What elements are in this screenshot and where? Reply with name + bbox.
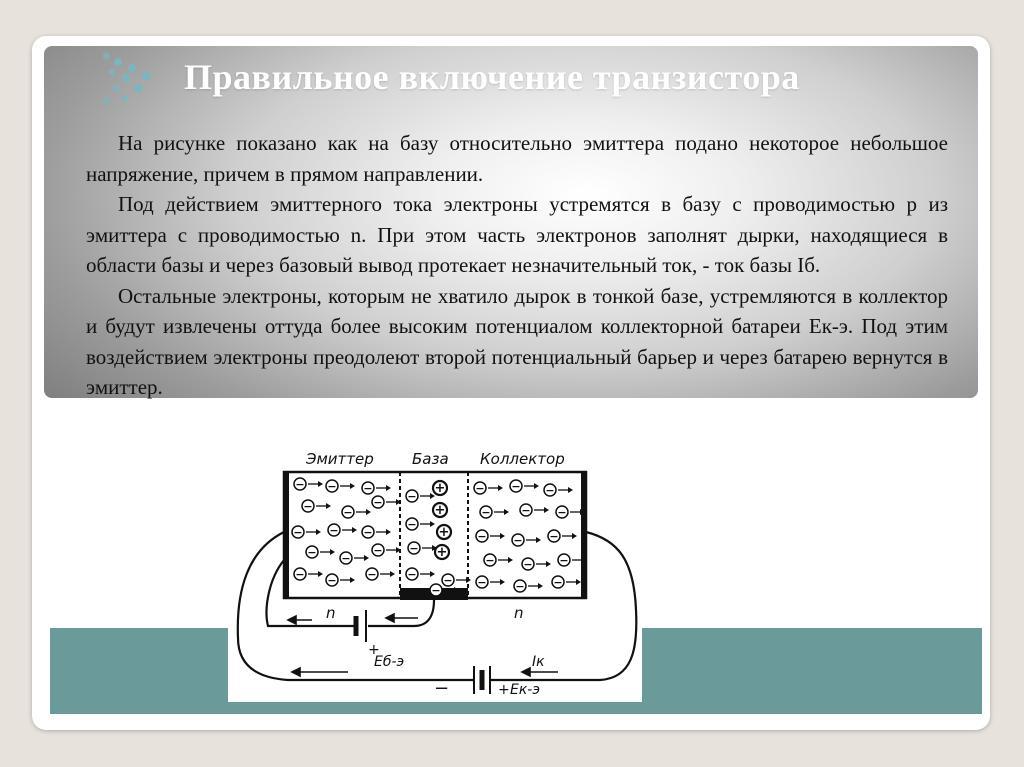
drift-arrowhead <box>504 509 509 515</box>
drift-arrowhead <box>576 579 581 585</box>
electron-sign: − <box>557 506 567 519</box>
drift-arrowhead <box>318 481 323 487</box>
drift-arrowhead <box>316 529 321 535</box>
emitter-label: Эмиттер <box>306 450 374 468</box>
electron-sign: − <box>485 554 495 567</box>
electron-sign: − <box>521 504 531 517</box>
electron-sign: − <box>407 568 417 581</box>
electron-sign: − <box>341 552 351 565</box>
collector-battery-label: Eк-э <box>510 682 541 698</box>
electron-sign: − <box>553 576 563 589</box>
charge-carriers <box>292 478 587 597</box>
electron-sign: − <box>523 558 533 571</box>
base-label: База <box>412 450 449 468</box>
electron-sign: − <box>307 546 317 559</box>
collector-battery-minus: − <box>434 678 450 699</box>
drift-arrowhead <box>500 579 505 585</box>
drift-arrowhead <box>326 503 331 509</box>
electron-sign: − <box>559 554 569 567</box>
hole-sign: + <box>436 545 448 560</box>
transistor-diagram-svg <box>228 440 642 702</box>
electron-sign: − <box>327 480 337 493</box>
base-wire <box>368 600 434 626</box>
electron-sign: − <box>373 544 383 557</box>
electron-sign: − <box>515 580 525 593</box>
drift-arrowhead <box>536 537 541 543</box>
drift-arrowhead <box>498 485 503 491</box>
electron-sign: − <box>511 480 521 493</box>
hole-sign: + <box>434 481 446 496</box>
drift-arrowhead <box>350 483 355 489</box>
electron-sign: − <box>549 530 559 543</box>
base-battery-label: Eб-э <box>374 654 405 670</box>
electron-sign: − <box>513 534 523 547</box>
drift-arrowhead <box>508 557 513 563</box>
paragraph-3: Остальные электроны, которым не хватило дырок в тонкой базе, устремляются в коллектор и будут извлечены оттуда более высоким потенциалом коллекторной батареи Ек-э. Под этим воздействием электроны преодолеют второй потенциальный барьер и через батарею вернутся в эмиттер. <box>86 283 948 399</box>
electron-sign: − <box>545 484 555 497</box>
electron-sign: − <box>409 542 419 555</box>
hole-sign: + <box>438 525 450 540</box>
paragraph-1: На рисунке показано как на базу относительно эмиттера подано некоторое небольшое напряжение, причем в прямом направлении. <box>86 131 948 186</box>
electron-sign: − <box>373 496 383 509</box>
collector-current-label: Iк <box>532 654 545 670</box>
electron-sign: − <box>327 574 337 587</box>
drift-arrowhead <box>430 521 435 527</box>
electron-sign: − <box>329 524 339 537</box>
electron-sign: − <box>477 530 487 543</box>
electron-sign: − <box>475 482 485 495</box>
slide-title: Правильное включение транзистора <box>184 57 800 97</box>
drift-arrowhead <box>546 561 551 567</box>
drift-arrowhead <box>500 533 505 539</box>
drift-arrowhead <box>330 549 335 555</box>
electron-sign: − <box>443 574 453 587</box>
drift-arrowhead <box>318 571 323 577</box>
electron-sign: − <box>295 568 305 581</box>
hole-sign: + <box>434 503 446 518</box>
drift-arrowhead <box>534 483 539 489</box>
drift-arrowhead <box>366 509 371 515</box>
electron-sign: − <box>477 576 487 589</box>
drift-arrowhead <box>572 533 577 539</box>
drift-arrowhead <box>386 529 391 535</box>
drift-arrowhead <box>386 485 391 491</box>
drift-arrowhead <box>390 571 395 577</box>
decorative-dots-icon <box>92 48 162 110</box>
emitter-type-label: n <box>326 604 336 622</box>
electron-sign: − <box>367 568 377 581</box>
drift-arrowhead <box>538 583 543 589</box>
transistor-diagram <box>228 440 642 702</box>
electron-sign: − <box>431 584 441 597</box>
collector-type-label: n <box>514 604 524 622</box>
drift-arrowhead <box>350 577 355 583</box>
paragraph-2: Под действием эмиттерного тока электроны устремятся в базу с проводимостью р из эмиттера с проводимостью n. При этом часть электронов заполнят дырки, находящиеся в области базы и через базовый вывод протекает незначительный ток, - ток базы Iб. <box>86 192 948 277</box>
electron-sign: − <box>293 526 303 539</box>
collector-battery-plus: + <box>498 682 510 698</box>
electron-sign: − <box>363 526 373 539</box>
electron-sign: − <box>363 482 373 495</box>
drift-arrowhead <box>568 487 573 493</box>
base-battery-plus: + <box>368 642 380 658</box>
base-return-wire <box>267 560 356 626</box>
electron-sign: − <box>481 506 491 519</box>
drift-arrowhead <box>364 555 369 561</box>
slide-body <box>86 128 948 403</box>
electron-sign: − <box>295 478 305 491</box>
electron-sign: − <box>303 500 313 513</box>
electron-sign: − <box>407 490 417 503</box>
collector-label: Коллектор <box>480 450 565 468</box>
electron-sign: − <box>343 506 353 519</box>
drift-arrowhead <box>544 507 549 513</box>
drift-arrowhead <box>396 499 401 505</box>
electron-sign: − <box>407 518 417 531</box>
drift-arrowhead <box>430 571 435 577</box>
drift-arrowhead <box>352 527 357 533</box>
